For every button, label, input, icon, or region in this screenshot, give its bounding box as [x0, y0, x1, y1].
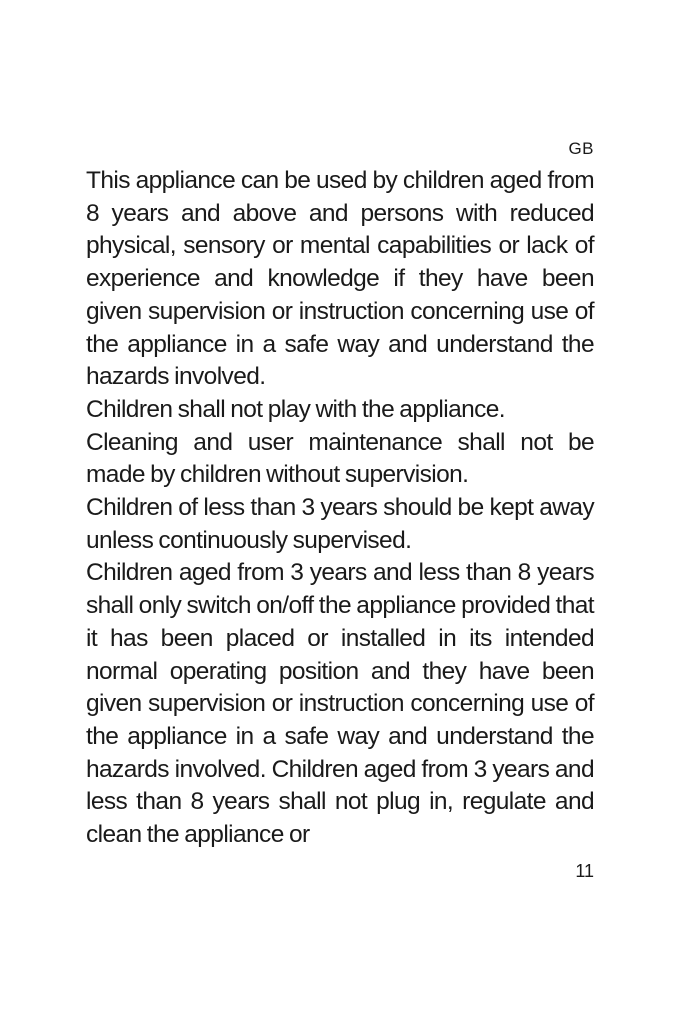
page-number: 11 — [575, 861, 594, 881]
language-code: GB — [568, 139, 594, 158]
paragraph-under-three: Children of less than 3 years should be kept away unless continuously supervised. — [86, 494, 594, 554]
paragraph-cleaning: Cleaning and user maintenance shall not be made by children without supervision. — [86, 428, 594, 489]
paragraph-supervision: This appliance can be used by children aged from 8 years and above and persons with reduced physical, sensory or mental capabilities or lack of experience and knowledge if they have been given supervision or instruction concerning use of the appliance in a safe way and understand the hazards involved. — [86, 167, 594, 391]
safety-text-block — [86, 165, 594, 852]
paragraph-no-play: Children shall not play with the appliance. — [86, 395, 505, 423]
paragraph-three-to-eight: Children aged from 3 years and less than 8 years shall only switch on/off the appliance provided that it has been placed or installed in its intended normal operating position and they have been given supervision or instruction concerning use of the appliance in a safe way and understand the hazards involved. Children aged from 3 years and less than 8 years shall not plug in, regulate and clean the appliance or — [86, 559, 594, 849]
